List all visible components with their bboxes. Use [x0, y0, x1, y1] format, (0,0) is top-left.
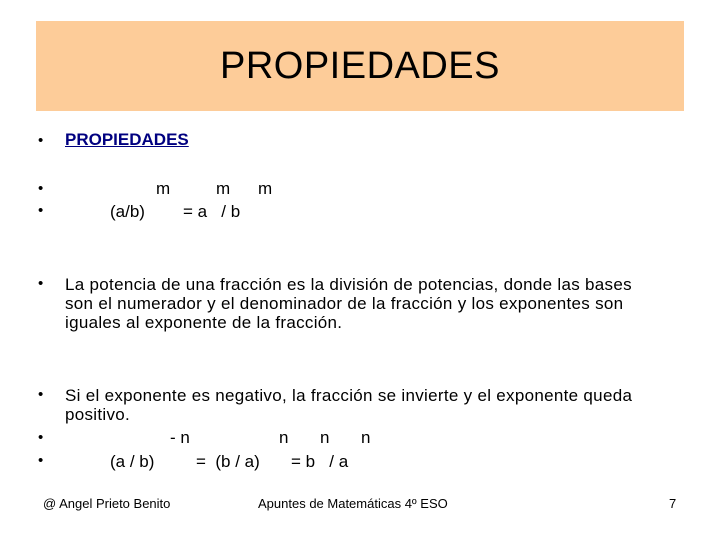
formula2-exponent-minus-n: - n	[170, 428, 190, 447]
paragraph-fraction-power: La potencia de una fracción es la división de potencias, donde las bases son el numerador y el denominador de la fracción y los exponentes son iguales al exponente de la fracción.	[65, 275, 632, 332]
footer-page-number: 7	[669, 496, 677, 511]
paragraph-negative-exponent: Si el exponente es negativo, la fracción se invierte y el exponente queda positivo.	[65, 386, 633, 424]
formula1-exponent-m: m	[216, 179, 231, 198]
formula2-mid: = (b / a)	[196, 452, 260, 471]
formula1-exponent-m: m	[258, 179, 273, 198]
formula2-exponent-n: n	[279, 428, 289, 447]
bullet-marker: •	[38, 452, 44, 469]
bullet-marker: •	[38, 275, 44, 292]
bullet-marker: •	[38, 202, 44, 219]
heading-link[interactable]: PROPIEDADES	[65, 130, 189, 149]
bullet-marker: •	[38, 429, 44, 446]
title-banner	[36, 21, 684, 111]
formula1-lhs: (a/b)	[110, 202, 145, 221]
formula2-exponent-n: n	[320, 428, 330, 447]
bullet-marker: •	[38, 132, 44, 149]
formula2-rhs: = b / a	[291, 452, 349, 471]
formula1-rhs: = a / b	[183, 202, 241, 221]
formula2-exponent-n: n	[361, 428, 371, 447]
slide-title: PROPIEDADES	[219, 44, 501, 87]
formula1-exponent-m: m	[156, 179, 171, 198]
footer-author: @ Angel Prieto Benito	[43, 496, 171, 511]
footer-course: Apuntes de Matemáticas 4º ESO	[258, 496, 448, 511]
formula2-lhs: (a / b)	[110, 452, 155, 471]
bullet-marker: •	[38, 386, 44, 403]
bullet-marker: •	[38, 180, 44, 197]
